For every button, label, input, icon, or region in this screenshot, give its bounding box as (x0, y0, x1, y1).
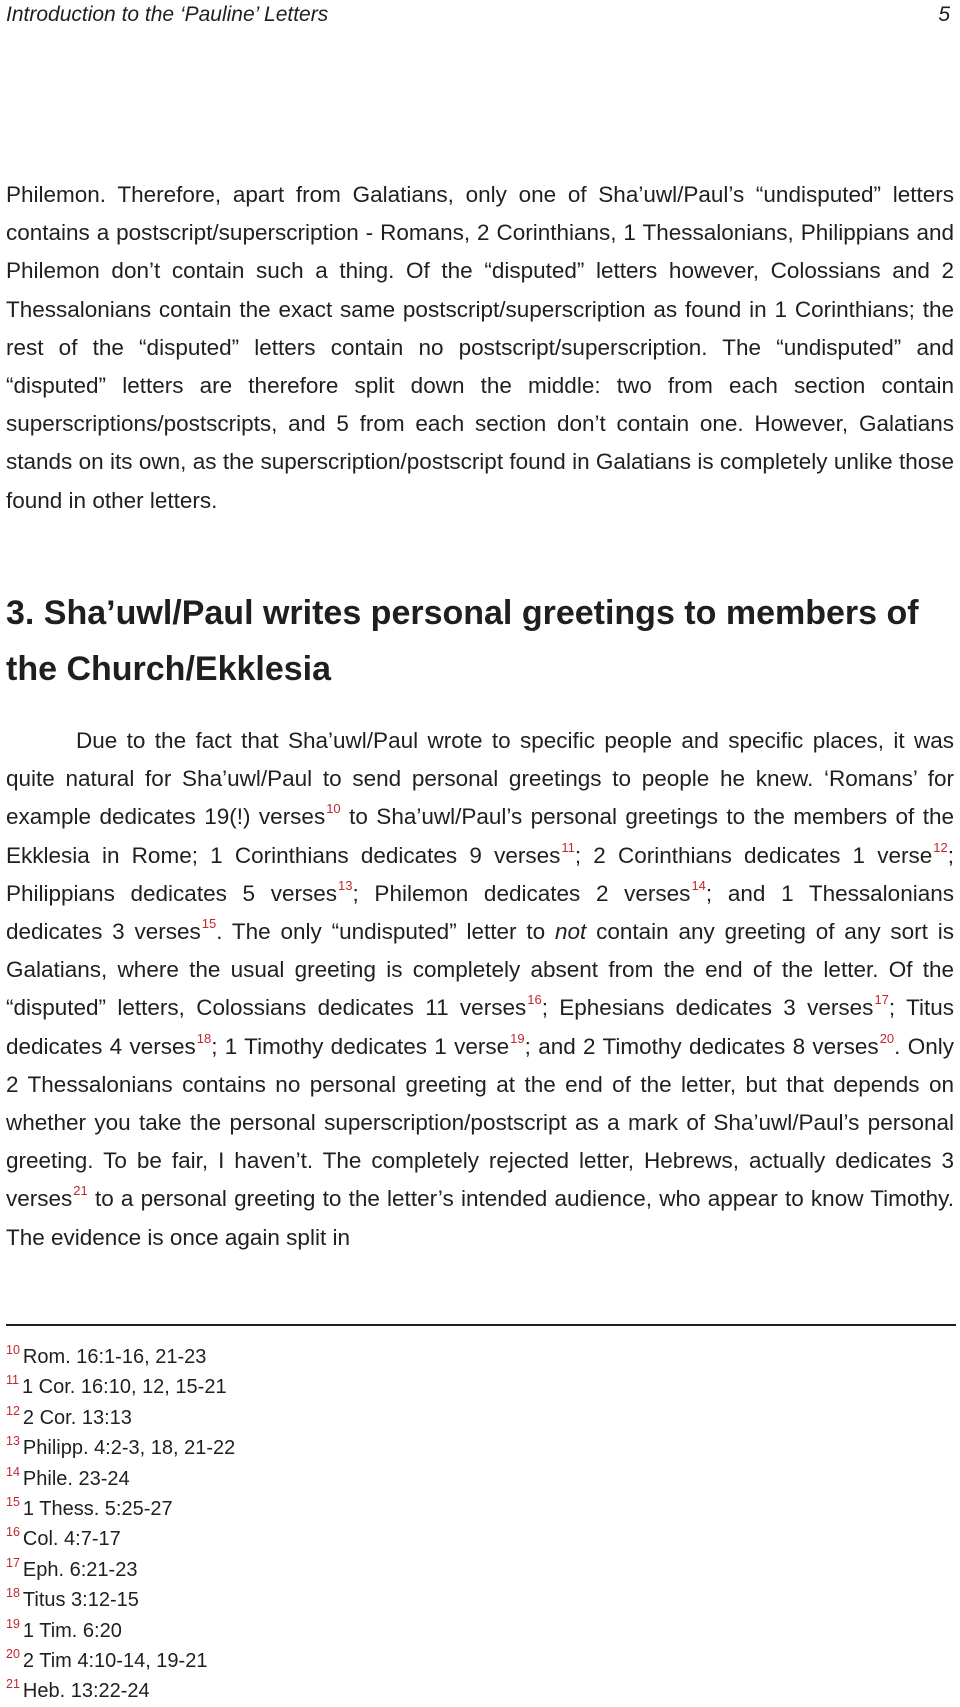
text-run: ; 2 Corinthians dedicates 1 verse (574, 842, 933, 868)
footnote-item (6, 1578, 946, 1612)
footnote-text: Phile. 23-24 (22, 1467, 130, 1490)
footnote-number: 16 (6, 1525, 20, 1540)
section-heading: 3. Sha’uwl/Paul writes personal greetings to members of the Church/Ekklesia (6, 594, 919, 688)
footnote-item (6, 1639, 946, 1672)
footnote-number: 13 (6, 1434, 20, 1449)
footnote-text: 1 Thess. 5:25-27 (22, 1497, 173, 1520)
footnote-item (6, 1609, 946, 1642)
footnote-ref[interactable]: 18 (196, 1030, 212, 1046)
footnote-item (6, 1517, 946, 1551)
footnote-number: 18 (6, 1586, 20, 1601)
text-run: contain any greeting of any sort is Galatians, where the usual greeting is completely absent from the end of the letter. Of the “disputed” letters, Colossians dedicates 11 verses (6, 919, 954, 1021)
footnote-item (6, 1487, 946, 1520)
footnote-item (6, 1457, 946, 1490)
footnote-number: 10 (6, 1343, 20, 1357)
footnote-ref[interactable]: 14 (691, 877, 706, 893)
footnote-number: 14 (6, 1464, 20, 1479)
footnote-number: 15 (6, 1494, 20, 1509)
text-run: . The only “undisputed” letter to (216, 919, 555, 945)
footnote-ref[interactable]: 19 (510, 1030, 525, 1046)
footnote-ref[interactable]: 17 (874, 992, 889, 1008)
footnote-number: 17 (6, 1555, 20, 1570)
footnote-number: 20 (6, 1646, 20, 1661)
footnote-ref[interactable]: 15 (201, 916, 217, 932)
footnote-ref[interactable]: 11 (561, 839, 575, 855)
text-run: ; and 1 Thessalonians dedicates 3 verses (6, 880, 954, 945)
footnote-text: 1 Cor. 16:10, 12, 15-21 (21, 1376, 227, 1399)
footnote-number: 21 (6, 1677, 20, 1692)
footnote-text: Col. 4:7-17 (22, 1528, 121, 1551)
text-run: ; 1 Timothy dedicates 1 verse (211, 1033, 510, 1059)
footnote-ref[interactable]: 21 (73, 1183, 88, 1199)
footnote-number: 12 (6, 1403, 20, 1418)
footnote-item (6, 1669, 946, 1703)
text-run: ; and 2 Timothy dedicates 8 verses (524, 1033, 879, 1059)
paragraph-personal-greetings (6, 722, 954, 1257)
footnote-item (6, 1548, 946, 1581)
footnote-text: Titus 3:12-15 (22, 1589, 139, 1612)
text-run: Due to the fact that Sha’uwl/Paul wrote to specific people and specific places, it was quite natural for Sha’uwl/Paul to send personal greetings to people he knew. ‘Romans’ for example dedicates 19(!) verses (6, 728, 954, 830)
text-run: . Only 2 Thessalonians contains no personal greeting at the end of the letter, but that depends on whether you take the personal superscription/postscript as a mark of Sha’uwl/Paul’s personal greeting. To be fair, I haven’t. The completely rejected letter, Hebrews, actually dedicates 3 verses (6, 1033, 954, 1212)
text-run: ; Ephesians dedicates 3 verses (541, 995, 874, 1021)
footnote-text: Philipp. 4:2-3, 18, 21-22 (22, 1437, 236, 1460)
footnote-text: Heb. 13:22-24 (22, 1680, 150, 1703)
footnote-ref[interactable]: 10 (326, 801, 341, 817)
footnote-number: 19 (6, 1616, 20, 1631)
text-run: ; Titus dedicates 4 verses (6, 995, 955, 1059)
footnotes-list (6, 1335, 946, 1703)
text-run: to Sha’uwl/Paul’s personal greetings to the members of the Ekklesia in Rome; 1 Corinthians dedicates 9 verses (6, 804, 954, 868)
paragraph-continuation: Philemon. Therefore, apart from Galatians, only one of Sha’uwl/Paul’s “undisputed” letters contains a postscript/superscription - Romans, 2 Corinthians, 1 Thessalonians, Philippians and Philemon don’t contain such a thing. Of the “disputed” letters however, Colossians and 2 Thessalonians contain the exact same postscript/superscription as found in 1 Corinthians; the rest of the “disputed” letters contain no postscript/superscription. The “undisputed” and “disputed” letters are therefore split down the middle: two from each section contain superscriptions/postscripts, and 5 from each section don’t contain one. However, Galatians stands on its own, as the superscription/postscript found in Galatians is completely unlike those found in other letters. (6, 182, 954, 513)
footnote-ref[interactable]: 16 (527, 992, 542, 1008)
footnote-text: 1 Tim. 6:20 (22, 1619, 122, 1642)
footnote-item (6, 1365, 946, 1399)
footnote-separator (6, 1324, 956, 1326)
footnote-text: Rom. 16:1-16, 21-23 (22, 1346, 207, 1368)
footnote-item (6, 1426, 946, 1460)
footnote-ref[interactable]: 13 (338, 877, 353, 893)
footnote-ref[interactable]: 12 (933, 839, 948, 855)
footnote-item (6, 1396, 946, 1429)
footnote-text: 2 Tim 4:10-14, 19-21 (22, 1649, 208, 1672)
text-run: ; Philippians dedicates 5 verses (6, 842, 954, 906)
footnote-item (6, 1335, 946, 1368)
footnote-number: 11 (6, 1373, 19, 1388)
text-run: ; Philemon dedicates 2 verses (352, 880, 691, 906)
running-header-title: Introduction to the ‘Pauline’ Letters (6, 3, 329, 26)
footnote-ref[interactable]: 20 (879, 1030, 895, 1046)
footnote-text: Eph. 6:21-23 (22, 1558, 138, 1581)
footnote-text: 2 Cor. 13:13 (22, 1406, 132, 1429)
running-header (6, 0, 950, 34)
page-number: 5 (938, 3, 950, 26)
emphasis-not: not (554, 919, 587, 945)
text-run: to a personal greeting to the letter’s intended audience, who appear to know Timothy. The evidence is once again split in (6, 1186, 954, 1250)
